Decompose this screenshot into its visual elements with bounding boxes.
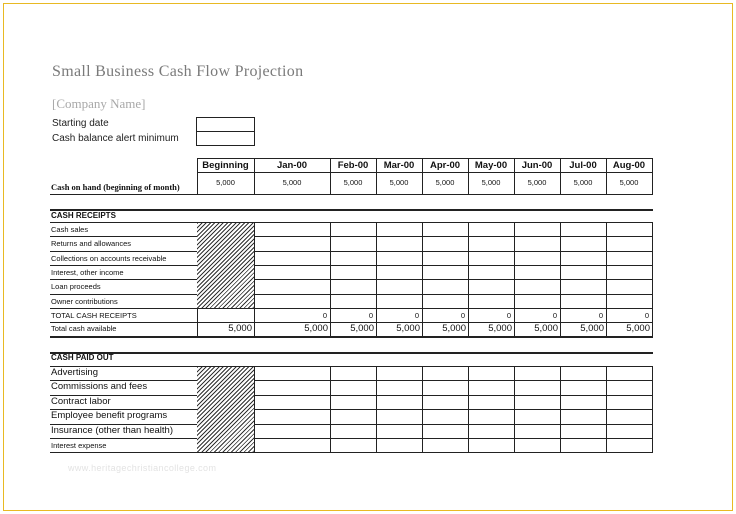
alert-minimum-label: Cash balance alert minimum xyxy=(52,133,179,144)
column-header: Jan-00 xyxy=(276,160,308,171)
column-header: Feb-00 xyxy=(337,160,369,171)
receipt-row-label: Interest, other income xyxy=(51,268,124,277)
total-available-value[interactable]: 5,000 xyxy=(350,323,374,334)
grid-line xyxy=(468,366,469,453)
grid-line xyxy=(376,366,377,453)
receipt-row-label: Cash sales xyxy=(51,225,89,234)
paid-out-row-label: Interest expense xyxy=(51,441,107,450)
grid-line xyxy=(330,366,331,453)
grid-line xyxy=(50,336,653,338)
total-receipts-value[interactable]: 0 xyxy=(598,311,603,320)
paid-out-row-label: Commissions and fees xyxy=(51,381,148,392)
column-header: Aug-00 xyxy=(612,160,646,171)
grid-line xyxy=(652,222,653,337)
total-receipts-label: TOTAL CASH RECEIPTS xyxy=(51,311,137,320)
total-receipts-value[interactable]: 0 xyxy=(644,311,649,320)
column-header: Jun-00 xyxy=(521,160,553,171)
grid-line xyxy=(50,366,653,367)
cash-on-hand-label: Cash on hand (beginning of month) xyxy=(51,182,180,192)
section-divider xyxy=(50,352,653,354)
cash-paid-out-heading: CASH PAID OUT xyxy=(51,353,114,362)
watermark: www.heritagechristiancollege.com xyxy=(68,463,217,473)
grid-line xyxy=(652,366,653,453)
total-receipts-value[interactable]: 0 xyxy=(322,311,327,320)
total-receipts-value[interactable]: 0 xyxy=(552,311,557,320)
grid-line xyxy=(560,366,561,453)
grid-line xyxy=(652,158,653,195)
column-header: Mar-00 xyxy=(383,160,415,171)
paid-out-row-label: Insurance (other than health) xyxy=(51,425,173,436)
column-header: Beginning xyxy=(202,160,249,171)
paid-out-row-label: Contract labor xyxy=(51,396,111,407)
total-available-value[interactable]: 5,000 xyxy=(534,323,558,334)
cash-on-hand-value[interactable]: 5,000 xyxy=(619,178,639,187)
grid-line xyxy=(50,452,653,453)
cash-on-hand-value[interactable]: 5,000 xyxy=(389,178,409,187)
grid-line xyxy=(50,294,653,295)
cash-on-hand-value[interactable]: 5,000 xyxy=(216,178,235,187)
grid-line xyxy=(50,236,653,237)
cash-on-hand-value[interactable]: 5,000 xyxy=(282,178,302,187)
total-receipts-value[interactable]: 0 xyxy=(368,311,373,320)
total-receipts-value[interactable]: 0 xyxy=(414,311,419,320)
total-available-label: Total cash available xyxy=(51,324,117,333)
column-header: Apr-00 xyxy=(429,160,461,171)
grid-line xyxy=(514,366,515,453)
total-available-value[interactable]: 5,000 xyxy=(488,323,512,334)
section-divider xyxy=(50,209,653,211)
grid-line xyxy=(197,158,653,159)
cash-on-hand-value[interactable]: 5,000 xyxy=(435,178,455,187)
total-receipts-value[interactable]: 0 xyxy=(460,311,465,320)
starting-date-field[interactable] xyxy=(196,117,255,132)
starting-date-label: Starting date xyxy=(52,118,109,129)
cash-on-hand-value[interactable]: 5,000 xyxy=(527,178,547,187)
alert-minimum-field[interactable] xyxy=(196,131,255,146)
grid-line xyxy=(606,366,607,453)
column-header: May-00 xyxy=(474,160,508,171)
receipt-row-label: Owner contributions xyxy=(51,297,118,306)
company-name[interactable]: [Company Name] xyxy=(52,96,146,111)
hatched-cells xyxy=(197,367,254,452)
grid-line xyxy=(50,251,653,252)
column-header: Jul-00 xyxy=(569,160,597,171)
grid-line xyxy=(50,438,653,439)
grid-line xyxy=(422,366,423,453)
grid-line xyxy=(50,222,653,223)
total-available-value[interactable]: 5,000 xyxy=(626,323,650,334)
receipt-row-label: Collections on accounts receivable xyxy=(51,254,167,263)
grid-line xyxy=(197,172,653,173)
grid-line xyxy=(50,265,653,266)
paid-out-row-label: Employee benefit programs xyxy=(51,410,168,421)
receipt-row-label: Returns and allowances xyxy=(51,239,132,248)
cash-on-hand-value[interactable]: 5,000 xyxy=(481,178,501,187)
grid-line xyxy=(50,395,653,396)
page-title: Small Business Cash Flow Projection xyxy=(52,63,304,80)
total-available-value[interactable]: 5,000 xyxy=(580,323,604,334)
grid-line xyxy=(254,366,255,453)
cash-on-hand-value[interactable]: 5,000 xyxy=(343,178,363,187)
grid-line xyxy=(50,308,653,309)
receipt-row-label: Loan proceeds xyxy=(51,282,101,291)
cash-on-hand-value[interactable]: 5,000 xyxy=(573,178,593,187)
hatched-cells xyxy=(197,223,254,308)
grid-line xyxy=(50,279,653,280)
grid-line xyxy=(50,194,653,195)
total-available-value[interactable]: 5,000 xyxy=(442,323,466,334)
total-available-value[interactable]: 5,000 xyxy=(396,323,420,334)
total-available-value[interactable]: 5,000 xyxy=(228,323,252,334)
cash-receipts-heading: CASH RECEIPTS xyxy=(51,211,116,220)
total-receipts-value[interactable]: 0 xyxy=(506,311,511,320)
total-available-value[interactable]: 5,000 xyxy=(304,323,328,334)
paid-out-row-label: Advertising xyxy=(51,367,98,378)
